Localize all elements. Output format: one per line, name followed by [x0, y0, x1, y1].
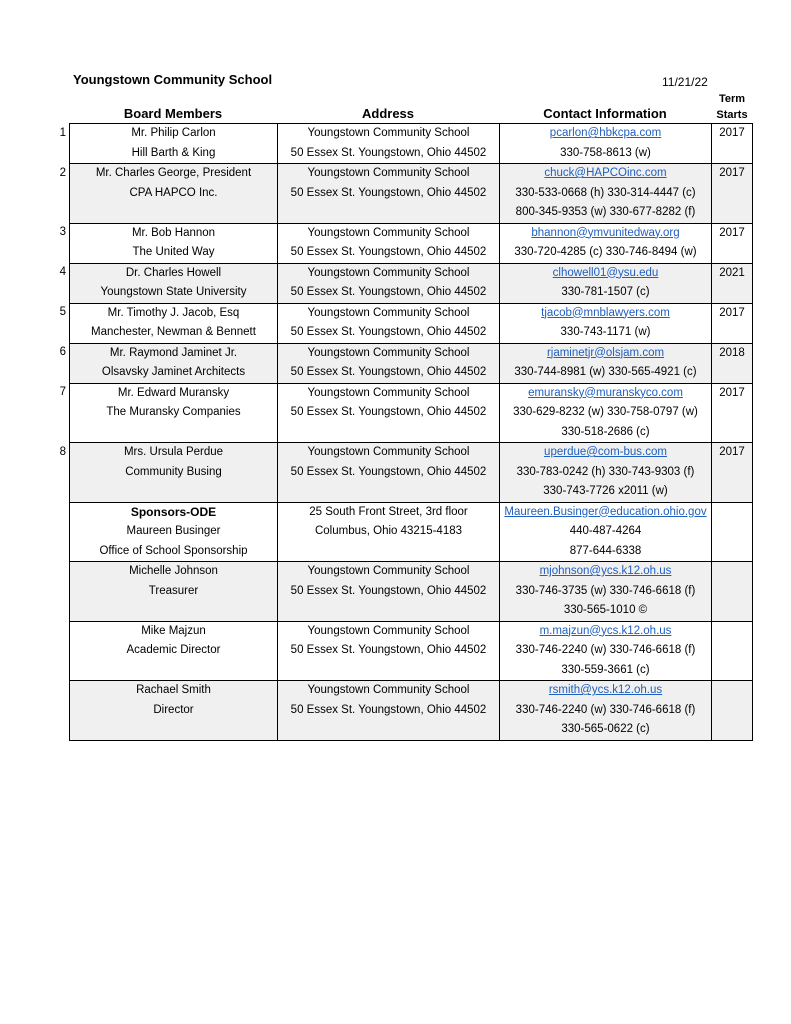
- email-link[interactable]: tjacob@mnblawyers.com: [541, 306, 670, 319]
- sponsor-organization: Office of School Sponsorship: [99, 544, 248, 557]
- address-cell: [278, 164, 500, 224]
- address-line: Youngstown Community School: [307, 306, 470, 319]
- board-member-row: [53, 303, 753, 343]
- row-number: 8: [59, 445, 66, 458]
- address-line: Youngstown Community School: [307, 386, 470, 399]
- address-line: 25 South Front Street, 3rd floor: [309, 505, 468, 518]
- header-term-starts: [712, 91, 752, 123]
- staff-cell: [70, 621, 278, 681]
- address-cell: [278, 263, 500, 303]
- member-name: Mrs. Ursula Perdue: [123, 446, 224, 458]
- email-link[interactable]: rsmith@ycs.k12.oh.us: [548, 684, 663, 696]
- row-number-empty: [53, 681, 70, 741]
- member-cell: [70, 164, 278, 224]
- address-line: Youngstown Community School: [307, 624, 470, 637]
- contact-cell: [500, 164, 712, 224]
- term-start: 2018: [712, 343, 753, 383]
- email-link[interactable]: rjaminetjr@olsjam.com: [546, 346, 665, 359]
- row-number: 7: [59, 386, 66, 398]
- phone-line: 877-644-6338: [569, 544, 642, 557]
- term-start-empty: [712, 621, 753, 681]
- address-line: 50 Essex St. Youngstown, Ohio 44502: [290, 366, 487, 378]
- member-organization: The Muransky Companies: [106, 406, 241, 418]
- phone-line: 440-487-4264: [569, 525, 642, 537]
- staff-cell: [70, 562, 278, 622]
- address-cell: [278, 223, 500, 263]
- address-line: Youngstown Community School: [307, 167, 470, 179]
- member-organization: Hill Barth & King: [131, 146, 216, 159]
- header-board-members: Board Members: [123, 106, 223, 121]
- board-member-row: [53, 164, 753, 224]
- sponsor-cell: [70, 502, 278, 562]
- email-link[interactable]: emuransky@muranskyco.com: [528, 386, 683, 399]
- term-start: 2017: [712, 443, 753, 503]
- phone-line: 330-533-0668 (h) 330-314-4447 (c): [515, 186, 696, 199]
- term-start: 2017: [712, 164, 753, 224]
- phone-line: 330-565-1010 ©: [563, 604, 648, 616]
- contact-cell: [500, 303, 712, 343]
- address-line: Youngstown Community School: [307, 266, 470, 279]
- sponsor-heading: Sponsors-ODE: [130, 504, 217, 519]
- member-cell: [70, 263, 278, 303]
- address-cell: [278, 681, 500, 741]
- staff-cell: [70, 681, 278, 741]
- staff-row: [53, 621, 753, 681]
- header-term-line-1: Term: [718, 93, 746, 105]
- board-member-row: [53, 263, 753, 303]
- member-organization: Olsavsky Jaminet Architects: [101, 366, 246, 378]
- address-line: Youngstown Community School: [307, 565, 470, 577]
- member-name: Mr. Edward Muransky: [117, 386, 230, 399]
- address-line: Youngstown Community School: [307, 446, 470, 458]
- address-cell: [278, 621, 500, 681]
- phone-line: 330-565-0622 (c): [561, 723, 650, 735]
- phone-line: 330-744-8981 (w) 330-565-4921 (c): [514, 366, 697, 378]
- address-cell: [278, 383, 500, 443]
- phone-line: 330-518-2686 (c): [561, 425, 650, 438]
- row-number-empty: [53, 562, 70, 622]
- address-cell: [278, 562, 500, 622]
- member-cell: [70, 383, 278, 443]
- term-start-empty: [712, 562, 753, 622]
- row-number: 1: [59, 126, 66, 139]
- header-term-line-2: Starts: [716, 109, 748, 121]
- address-line: 50 Essex St. Youngstown, Ohio 44502: [290, 326, 487, 338]
- member-cell: [70, 223, 278, 263]
- member-organization: Manchester, Newman & Bennett: [91, 326, 256, 338]
- address-line: Youngstown Community School: [307, 346, 470, 359]
- term-start: 2017: [712, 303, 753, 343]
- member-organization: CPA HAPCO Inc.: [129, 186, 218, 199]
- member-organization: Community Busing: [125, 465, 222, 478]
- document-date: 11/21/22: [662, 75, 708, 89]
- board-member-row: [53, 124, 753, 164]
- board-member-row: [53, 383, 753, 443]
- row-number: 2: [59, 166, 66, 179]
- term-start: 2021: [712, 263, 753, 303]
- phone-line: 330-629-8232 (w) 330-758-0797 (w): [513, 406, 698, 418]
- member-name: Mr. Bob Hannon: [131, 226, 216, 239]
- member-name: Dr. Charles Howell: [125, 266, 222, 279]
- phone-line: 330-743-1171 (w): [560, 326, 651, 338]
- staff-role: Director: [153, 703, 194, 716]
- term-start: 2017: [712, 124, 753, 164]
- address-line: Youngstown Community School: [307, 684, 470, 696]
- phone-line: 330-746-2240 (w) 330-746-6618 (f): [515, 644, 696, 656]
- email-link[interactable]: pcarlon@hbkcpa.com: [549, 127, 662, 139]
- board-member-row: [53, 443, 753, 503]
- staff-row: [53, 562, 753, 622]
- board-member-row: [53, 343, 753, 383]
- term-start: 2017: [712, 383, 753, 443]
- row-number: 5: [59, 306, 66, 318]
- staff-name: Michelle Johnson: [129, 565, 218, 577]
- member-cell: [70, 343, 278, 383]
- phone-line: 330-559-3661 (c): [561, 663, 650, 676]
- staff-name: Mike Majzun: [141, 624, 206, 637]
- row-number: 6: [59, 346, 66, 358]
- address-line: 50 Essex St. Youngstown, Ohio 44502: [290, 703, 487, 716]
- address-line: 50 Essex St. Youngstown, Ohio 44502: [290, 465, 487, 478]
- term-start: 2017: [712, 223, 753, 263]
- header-contact-information: Contact Information: [543, 106, 667, 121]
- member-organization: Youngstown State University: [100, 286, 247, 298]
- contact-cell: [500, 343, 712, 383]
- phone-line: 330-720-4285 (c) 330-746-8494 (w): [514, 246, 697, 258]
- phone-line: 800-345-9353 (w) 330-677-8282 (f): [515, 206, 696, 218]
- phone-line: 330-743-7726 x2011 (w): [543, 485, 668, 497]
- member-organization: The United Way: [132, 246, 215, 258]
- row-number-empty: [53, 502, 70, 562]
- staff-role: Academic Director: [126, 644, 221, 656]
- board-member-row: [53, 223, 753, 263]
- member-name: Mr. Charles George, President: [95, 167, 252, 179]
- phone-line: 330-746-2240 (w) 330-746-6618 (f): [515, 703, 696, 716]
- contact-cell: [500, 502, 712, 562]
- email-link[interactable]: m.majzun@ycs.k12.oh.us: [539, 624, 672, 637]
- address-cell: [278, 303, 500, 343]
- address-line: 50 Essex St. Youngstown, Ohio 44502: [290, 246, 487, 258]
- member-name: Mr. Philip Carlon: [131, 127, 216, 139]
- contact-cell: [500, 443, 712, 503]
- row-number: 3: [59, 226, 66, 238]
- phone-line: 330-783-0242 (h) 330-743-9303 (f): [516, 465, 695, 478]
- contact-cell: [500, 223, 712, 263]
- phone-line: 330-746-3735 (w) 330-746-6618 (f): [515, 584, 696, 597]
- address-line: 50 Essex St. Youngstown, Ohio 44502: [290, 406, 487, 418]
- email-link[interactable]: bhannon@ymvunitedway.org: [531, 226, 680, 239]
- address-line: 50 Essex St. Youngstown, Ohio 44502: [290, 286, 487, 298]
- contact-cell: [500, 383, 712, 443]
- member-name: Mr. Timothy J. Jacob, Esq: [107, 306, 240, 319]
- address-cell: [278, 343, 500, 383]
- row-number: 4: [59, 266, 66, 278]
- address-line: 50 Essex St. Youngstown, Ohio 44502: [290, 584, 487, 597]
- contact-cell: [500, 562, 712, 622]
- sponsor-name: Maureen Businger: [126, 525, 221, 537]
- member-name: Mr. Raymond Jaminet Jr.: [109, 346, 238, 359]
- email-link[interactable]: Maureen.Businger@education.ohio.gov: [504, 505, 707, 518]
- staff-row: [53, 681, 753, 741]
- email-link[interactable]: chuck@HAPCOinc.com: [544, 167, 667, 179]
- address-line: 50 Essex St. Youngstown, Ohio 44502: [290, 186, 487, 199]
- address-line: 50 Essex St. Youngstown, Ohio 44502: [290, 644, 487, 656]
- address-cell: [278, 502, 500, 562]
- contact-cell: [500, 124, 712, 164]
- contact-cell: [500, 263, 712, 303]
- header-address: Address: [361, 106, 415, 121]
- staff-role: Treasurer: [148, 584, 199, 597]
- address-line: 50 Essex St. Youngstown, Ohio 44502: [290, 146, 487, 159]
- term-start-empty: [712, 681, 753, 741]
- member-cell: [70, 124, 278, 164]
- contact-cell: [500, 681, 712, 741]
- address-line: Columbus, Ohio 43215-4183: [314, 525, 463, 537]
- staff-name: Rachael Smith: [136, 684, 211, 696]
- member-cell: [70, 443, 278, 503]
- address-cell: [278, 124, 500, 164]
- sponsor-row: [53, 502, 753, 562]
- phone-line: 330-781-1507 (c): [561, 286, 650, 298]
- row-number-empty: [53, 621, 70, 681]
- document-title: Youngstown Community School: [73, 72, 273, 87]
- email-link[interactable]: mjohnson@ycs.k12.oh.us: [539, 565, 672, 577]
- email-link[interactable]: clhowell01@ysu.edu: [552, 266, 659, 279]
- address-line: Youngstown Community School: [307, 226, 470, 239]
- member-cell: [70, 303, 278, 343]
- contact-cell: [500, 621, 712, 681]
- phone-line: 330-758-8613 (w): [560, 146, 651, 159]
- address-line: Youngstown Community School: [307, 127, 470, 139]
- board-members-table: [53, 123, 753, 741]
- email-link[interactable]: uperdue@com-bus.com: [544, 446, 667, 458]
- address-cell: [278, 443, 500, 503]
- term-start-empty: [712, 502, 753, 562]
